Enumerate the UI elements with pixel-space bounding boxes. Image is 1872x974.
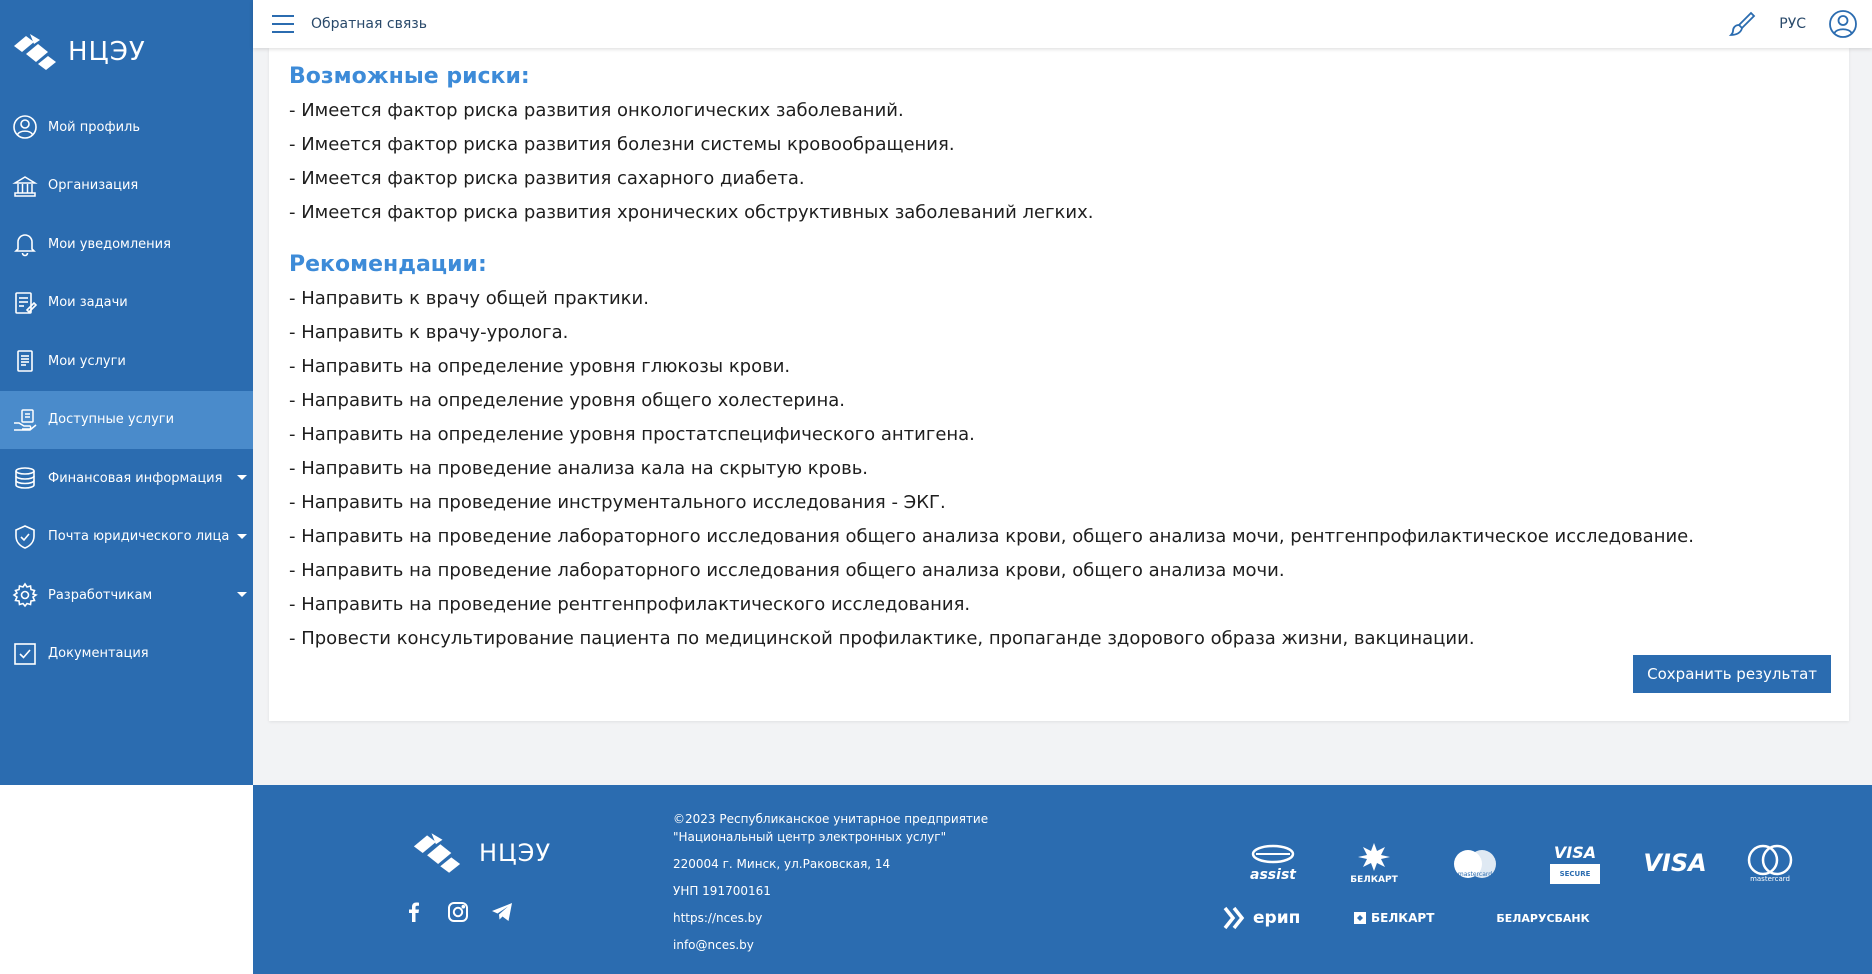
belkart-square-icon	[1353, 911, 1367, 925]
scrollbar[interactable]	[1858, 48, 1872, 785]
main-area	[253, 48, 1872, 785]
belkart-star-icon	[1357, 842, 1391, 872]
feedback-link[interactable]: Обратная связь	[311, 16, 427, 32]
chevron-down-icon[interactable]	[237, 534, 247, 539]
payment-row	[1223, 906, 1823, 930]
checkbox-icon	[12, 641, 38, 667]
telegram-icon[interactable]	[491, 901, 513, 923]
recommendation-item: - Направить на проведение инструментального исследования - ЭКГ.	[289, 492, 946, 513]
tasks-icon	[12, 290, 38, 316]
footer-email-link[interactable]: info@nces.by	[673, 938, 754, 952]
copyright-line-2: "Национальный центр электронных услуг"	[673, 830, 947, 844]
footer	[253, 785, 1872, 974]
user-circle-icon	[12, 114, 38, 140]
risk-item: - Имеется фактор риска развития хронических обструктивных заболеваний легких.	[289, 202, 1094, 223]
visa-logo: VISA	[1643, 849, 1707, 877]
sidebar-item-organization[interactable]	[0, 157, 253, 216]
risk-item: - Имеется фактор риска развития онкологических заболеваний.	[289, 100, 904, 121]
recommendation-item: - Направить на проведение лабораторного исследования общего анализа крови, общего анализа мочи.	[289, 560, 1285, 581]
copyright-line-1: ©2023 Республиканское унитарное предприятие	[673, 812, 989, 826]
footer-logo[interactable]	[405, 831, 551, 875]
topbar-actions	[1727, 0, 1858, 48]
risks-title: Возможные риски:	[289, 64, 530, 89]
result-card	[269, 48, 1849, 721]
sidebar-item-finance[interactable]	[0, 449, 253, 508]
menu-icon[interactable]	[272, 15, 294, 33]
nces-logo-icon	[12, 32, 58, 72]
save-result-button[interactable]: Сохранить результат	[1633, 655, 1831, 693]
recommendation-item: - Направить к врачу общей практики.	[289, 288, 649, 309]
recommendations-title: Рекомендации:	[289, 252, 487, 277]
language-switcher[interactable]: РУС	[1779, 16, 1806, 32]
belarusbank-logo: БЕЛАРУСБАНК	[1496, 911, 1590, 925]
belkart-internet-logo: БЕЛКАРТ	[1353, 911, 1473, 925]
erip-chevron-icon	[1223, 906, 1249, 930]
assist-logo: assist	[1223, 844, 1323, 883]
recommendation-item: - Направить на проведение рентгенпрофилактического исследования.	[289, 594, 971, 615]
sidebar-item-label: Разработчикам	[48, 587, 153, 603]
building-icon	[12, 173, 38, 199]
instagram-icon[interactable]	[447, 901, 469, 923]
database-icon	[12, 465, 38, 491]
sidebar-item-tasks[interactable]	[0, 274, 253, 333]
logo-text: НЦЭУ	[68, 37, 146, 67]
mastercard-idcheck-icon	[1745, 844, 1795, 876]
erip-logo: ерип	[1223, 906, 1353, 930]
sidebar-item-available-services[interactable]	[0, 391, 253, 450]
bell-icon	[12, 231, 38, 257]
logo[interactable]	[12, 32, 146, 72]
result-content	[289, 62, 1829, 656]
sidebar-item-legal-mail[interactable]	[0, 508, 253, 567]
sidebar-item-label: Мои услуги	[48, 353, 126, 369]
topbar	[253, 0, 1872, 48]
user-avatar-icon[interactable]	[1828, 9, 1858, 39]
sidebar-item-label: Мои уведомления	[48, 236, 171, 252]
recommendation-item: - Провести консультирование пациента по медицинской профилактике, пропаганде здорового образа жизни, вакцинации.	[289, 628, 1475, 649]
shield-check-icon	[12, 524, 38, 550]
footer-copyright	[673, 810, 988, 846]
sidebar-item-label: Доступные услуги	[48, 412, 175, 428]
risk-item: - Имеется фактор риска развития сахарного диабета.	[289, 168, 805, 189]
gear-icon	[12, 582, 38, 608]
sidebar-item-developers[interactable]	[0, 566, 253, 625]
sidebar-item-label: Мой профиль	[48, 119, 140, 135]
recommendation-item: - Направить на определение уровня общего холестерина.	[289, 390, 845, 411]
recommendation-item: - Направить на проведение лабораторного исследования общего анализа крови, общего анализа мочи, рентгенпрофилактическое исследование.	[289, 526, 1694, 547]
sidebar-item-my-services[interactable]	[0, 332, 253, 391]
sidebar-item-label: Почта юридического лица	[48, 529, 230, 545]
social-links	[403, 901, 513, 923]
visa-secure-logo: VISA SECURE	[1525, 843, 1625, 884]
payment-row	[1223, 840, 1823, 886]
mastercard-idcheck-logo: mastercard	[1725, 844, 1815, 883]
recommendation-item: - Направить на определение уровня глюкозы крови.	[289, 356, 791, 377]
sidebar-item-documentation[interactable]	[0, 625, 253, 684]
risk-item: - Имеется фактор риска развития болезни системы кровообращения.	[289, 134, 955, 155]
sidebar-item-profile[interactable]	[0, 98, 253, 157]
sidebar-item-label: Организация	[48, 178, 139, 194]
belkart-logo: БЕЛКАРТ	[1323, 842, 1425, 885]
brush-icon[interactable]	[1727, 9, 1757, 39]
recommendation-item: - Направить к врачу-уролога.	[289, 322, 569, 343]
assist-swirl-icon	[1250, 844, 1296, 864]
recommendation-item: - Направить на проведение анализа кала на скрытую кровь.	[289, 458, 869, 479]
document-icon	[12, 348, 38, 374]
sidebar-nav	[0, 98, 253, 683]
hand-service-icon	[12, 407, 38, 433]
sidebar	[0, 0, 253, 785]
footer-address: 220004 г. Минск, ул.Раковская, 14	[673, 857, 891, 871]
nces-logo-icon	[405, 831, 469, 875]
mastercard-logo: mastercard	[1425, 848, 1525, 878]
sidebar-item-label: Документация	[48, 646, 149, 662]
footer-site-link[interactable]: https://nces.by	[673, 911, 763, 925]
footer-unp: УНП 191700161	[673, 884, 771, 898]
chevron-down-icon[interactable]	[237, 592, 247, 597]
sidebar-item-label: Финансовая информация	[48, 470, 223, 486]
recommendation-item: - Направить на определение уровня простатспецифического антигена.	[289, 424, 975, 445]
sidebar-item-label: Мои задачи	[48, 295, 128, 311]
footer-info	[673, 810, 988, 963]
facebook-icon[interactable]	[403, 901, 425, 923]
payment-logos	[1223, 840, 1823, 930]
footer-logo-text: НЦЭУ	[479, 839, 552, 867]
sidebar-item-notifications[interactable]	[0, 215, 253, 274]
chevron-down-icon[interactable]	[237, 475, 247, 480]
